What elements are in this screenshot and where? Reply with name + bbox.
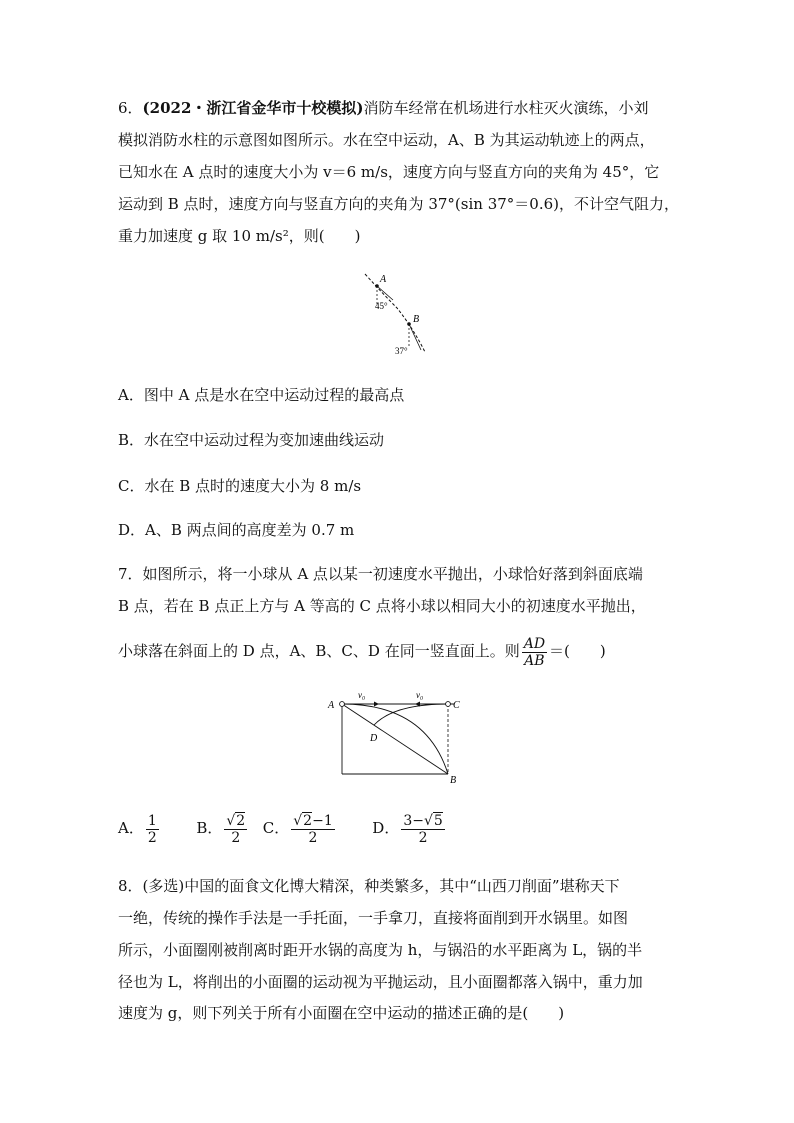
q7-option-c-den: 2 [308,829,318,846]
q6-label-a: A [380,274,387,285]
q8-line-5: 速度为 g，则下列关于所有小面圈在空中运动的描述正确的是( ) [118,1004,565,1022]
q7-label-a: A [328,700,335,711]
q7-option-a-value [146,813,159,846]
q6-number: 6． [118,99,143,117]
q7-ratio-numerator: AD [523,635,546,652]
q7-option-d-value [401,813,444,846]
q7-point-a [340,702,345,707]
q6-label-b: B [413,314,420,325]
q6-option-c: C．水在 B 点时的速度大小为 8 m/s [118,477,362,495]
q7-point-c [446,702,451,707]
q7-option-b-value [224,813,247,846]
q7-option-a-den: 2 [147,829,157,846]
q7-line-1: 7．如图所示，将一小球从 A 点以某一初速度水平抛出，小球恰好落到斜面底端 [118,565,643,583]
q6-trajectory [365,274,425,352]
q6-source: (2022・浙江省金华市十校模拟) [142,99,364,117]
q7-option-d-root: 5 [433,812,443,829]
q7-incline [342,704,448,774]
q6-angle-b: 37° [395,346,408,356]
q8-line-4: 径也为 L，将削出的小面圈的运动视为平抛运动，且小面圈都落入锅中，重力加 [118,973,643,991]
q6-figure [355,268,445,360]
q6-velocity-a [377,286,393,300]
q8-line-2: 一绝，传统的操作手法是一手托面，一手拿刀，直接将面削到开水锅里。如图 [118,909,629,927]
q7-option-c-num: √2−1 [293,812,333,829]
q7-option-c-root: 2 [303,812,313,829]
q7-option-b-label: B． [196,819,223,837]
q7-option-d-label: D． [372,819,400,837]
q8-line-3: 所示，小面圈刚被削离时距开水锅的高度为 h，与锅沿的水平距离为 L，锅的半 [118,941,643,959]
q7-ratio-fraction [522,636,547,669]
q7-arrowhead-a [374,702,379,707]
q7-line-3-prefix: 小球落在斜面上的 D 点，A、B、C、D 在同一竖直面上。则 [118,642,520,660]
q6-point-a [375,284,379,288]
q6-velocity-b [409,324,421,350]
q7-label-b: B [450,775,457,786]
q7-option-d-den: 2 [418,829,428,846]
q7-option-c-label: C． [262,819,290,837]
q6-line-1-rest: 消防车经常在机场进行水柱灭火演练，小刘 [363,99,649,117]
q7-figure [322,686,472,786]
q7-option-a-num: 1 [147,812,157,829]
q7-option-b-num: √2 [226,812,246,829]
q6-line-5: 重力加速度 g 取 10 m/s²，则( ) [118,227,361,245]
q7-option-d-num: 3−√5 [403,812,443,829]
q6-line-2: 模拟消防水柱的示意图如图所示。水在空中运动，A、B 为其运动轨迹上的两点， [118,131,655,149]
q7-option-b-den: 2 [231,829,241,846]
q7-option-a-label: A． [118,819,144,837]
q6-line-4: 运动到 B 点时，速度方向与竖直方向的夹角为 37°(sin 37°＝0.6)，不计空气阻力， [118,195,679,213]
q7-option-d-pre: 3− [403,812,424,829]
q6-angle-a: 45° [375,301,388,311]
q7-ratio-denominator: AB [524,652,545,669]
q7-options [118,810,447,846]
q7-v0-c: v₀ [416,690,424,700]
q6-option-b: B．水在空中运动过程为变加速曲线运动 [118,431,385,449]
q7-label-d: D [370,733,378,744]
q7-line-2: B 点，若在 B 点正上方与 A 等高的 C 点将小球以相同大小的初速度水平抛出， [118,597,646,615]
q7-option-c-rest: −1 [312,812,333,829]
q6-point-b [407,322,411,326]
q7-label-c: C [453,700,460,711]
q7-v0-a: v₀ [358,690,366,700]
q7-option-c-value [291,813,334,846]
q6-option-d: D．A、B 两点间的高度差为 0.7 m [118,521,355,539]
q6-line-1 [118,98,649,118]
q6-line-3: 已知水在 A 点时的速度大小为 v＝6 m/s，速度方向与竖直方向的夹角为 45°，它 [118,163,660,181]
q6-option-a: A．图中 A 点是水在空中运动过程的最高点 [118,386,405,404]
q7-line-3 [118,634,606,669]
q7-option-b-root: 2 [236,812,246,829]
q7-line-3-suffix: ＝( ) [549,642,606,660]
q8-line-1: 8．(多选)中国的面食文化博大精深，种类繁多，其中“山西刀削面”堪称天下 [118,877,620,895]
